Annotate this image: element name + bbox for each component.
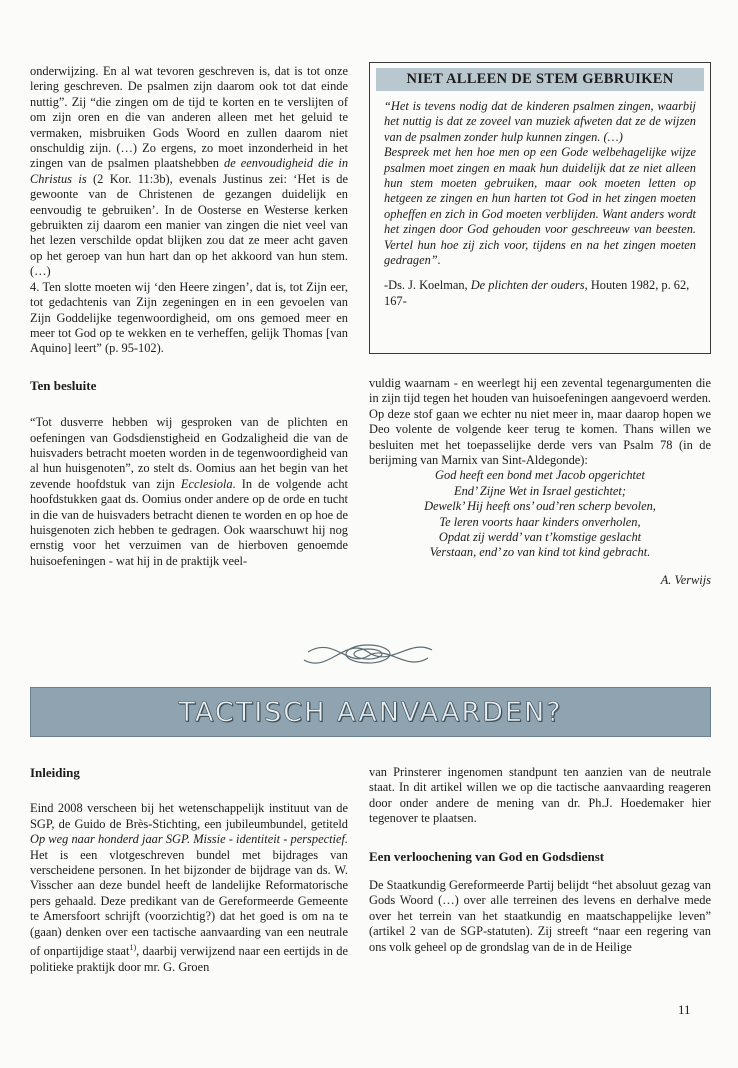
paragraph: onderwijzing. En al wat tevoren geschreven is, dat is tot onze lering geschreven. De psalmen zijn daarom ook tot dat einde nuttig”. Zij “die zingen om de tijd te korten en te verslijten of om zijn oren en die van anderen alleen met het geluid te vermaken, misbruiken Gods Woord en zullen daarom niet onschuldig zijn. (…) Zo ergens, zo moet inzonderheid in het zingen van de psalmen plaatshebben de eenvoudigheid die in Christus is (2 Kor. 11:3b), evenals Justinus zei: ‘Het is de gewoonte van de Christenen de gezangen duidelijk en eenvoudig te gebruiken’. In de Oosterse en Westerse kerken gebruikten zij daarom een manier van zingen die niet veel van het lezen verschilde opdat blijken zou dat ze meer acht gaven op het geroep van hun hart dan op het akkoord van hun stem. (…) xyxy=(30,64,349,279)
poem-line: Verstaan, end’ zo van kind tot kind gebracht. xyxy=(429,545,651,560)
poem-line: End’ Zijne Wet in Israel gestichtet; xyxy=(454,483,626,498)
left-column-bottom xyxy=(30,765,348,975)
section-heading-verloochening: Een verloochening van God en Godsdienst xyxy=(369,848,605,864)
paragraph: van Prinsterer ingenomen standpunt ten aanzien van de neutrale staat. In dit artikel willen we op die tactische aanvaarding reageren door onder andere de mening van dr. Ph.J. Hoedemaker hier tegenover te plaatsen. xyxy=(369,765,711,826)
quote-box-body: “Het is tevens nodig dat de kinderen psalmen zingen, waarbij het nuttig is dat ze zoveel van muziek afweten dat ze de wijzen van de psalmen zonder hulp kunnen zingen. (…) Bespreek met hen hoe men op een Gode welbehagelijke wijze psalmen moet zingen en maak hun duidelijk dat ze niet alleen hun stem moeten gebruiken, maar ook moeten letten op hetgeen ze zingen en hun harten tot God in het zingen moeten opheffen en zich in God moeten verblijden. Want anders wordt het zingen door God gehouden voor geschreeuw van beesten. Vertel hun hoe zij zich voor, tijdens en na het zingen moeten gedragen”. xyxy=(384,99,696,268)
author-signature: A. Verwijs xyxy=(660,572,711,587)
paragraph: “Tot dusverre hebben wij gesproken van de plichten en oefeningen van Godsdienstigheid en Godzaligheid die van de huisvaders betracht moeten worden in de tegenwoordigheid van al hun huisgenoten”, zo stelt ds. Oomius aan het begin van het zevende hoofdstuk van zijn Ecclesiola. In de volgende acht hoofdstukken gaat ds. Oomius onder andere op de orde en tucht in die van de huisvaders betracht dienen te worden en op hoe de huisgenoten zich hebben te gedragen. Ook waarschuwt hij nog ernstig voor het verzuimen van de hierboven genoemde huisoefeningen - wat hij in de praktijk veel- xyxy=(30,415,348,568)
poem-line: Opdat zij werdd’ van t’komstige geslacht xyxy=(438,530,642,545)
section-heading-ten-besluite: Ten besluite xyxy=(30,377,97,393)
page-number: 11 xyxy=(678,1002,691,1017)
section-banner xyxy=(30,687,711,737)
quote-box-title: NIET ALLEEN DE STEM GEBRUIKEN xyxy=(376,68,704,91)
paragraph: De Staatkundig Gereformeerde Partij belijdt “het absoluut gezag van Gods Woord (…) over alle terreinen des levens en derhalve mede over het terrein van het staatkundig en maatschappelijke leven” (artikel 2 van de SGP-statuten). Zij streeft “naar een regering van ons volk geheel op de grondslag van de in de Heilige xyxy=(369,878,711,954)
poem xyxy=(369,468,711,560)
banner-title: TACTISCH AANVAARDEN? xyxy=(178,696,563,728)
ornament-icon xyxy=(298,630,438,678)
paragraph: 4. Ten slotte moeten wij ‘den Heere zingen’, dat is, tot Zijn eer, tot gedachtenis van Zijn zegeningen en in een gevoelen van Zijn Goddelijke tegenwoordigheid, om ons gemoed meer en meer tot God op te wekken en te verheffen, gelijk Thomas [van Aquino] leert” (p. 95-102). xyxy=(30,279,348,356)
quote-source: -Ds. J. Koelman, De plichten der ouders, Houten 1982, p. 62, 167- xyxy=(384,278,690,308)
poem-line: God heeft een bond met Jacob opgerichtet xyxy=(435,468,645,483)
quote-box xyxy=(369,62,711,354)
poem-line: Dewelk’ Hij heeft ons’ oud’ren scherp bevolen, xyxy=(424,499,656,514)
section-heading-inleiding: Inleiding xyxy=(30,765,80,780)
right-column-middle xyxy=(369,376,711,588)
paragraph: vuldig waarnam - en weerlegt hij een zevental tegenargumenten die in zijn tijd tegen het houden van huisoefeningen aangevoerd werden. Op deze stof gaan we echter nu niet meer in, maar daarop hopen we Deo volente de volgende keer terug te komen. Thans willen we besluiten met het toepasselijke derde vers van Psalm 78 (in de berijming van Marnix van Sint-Aldegonde): xyxy=(369,376,711,468)
paragraph: Eind 2008 verscheen bij het wetenschappelijk instituut van de SGP, de Guido de Brès-Stichting, een jubileumbundel, getiteld Op weg naar honderd jaar SGP. Missie - identiteit - perspectief. Het is een vlotgeschreven bundel met bijdrages van verscheidene personen. In het bijzonder de bijdrage van ds. W. Visscher aan deze bundel heeft de landelijke Reformatorische pers gehaald. Deze predikant van de Gereformeerde Gemeente te Amersfoort schrijft (voorzichtig?) dat het goed is om na te (gaan) denken over een tactische aanvaarding van een neutrale of onpartijdige staat$^{1)}$, daarbij verwijzend naar een eertijds in de politieke praktijk door mr. G. Groen xyxy=(30,801,348,974)
left-column-top xyxy=(30,64,348,569)
right-column-bottom xyxy=(369,765,711,955)
poem-line: Te leren voorts haar kinders onverholen, xyxy=(439,514,641,529)
